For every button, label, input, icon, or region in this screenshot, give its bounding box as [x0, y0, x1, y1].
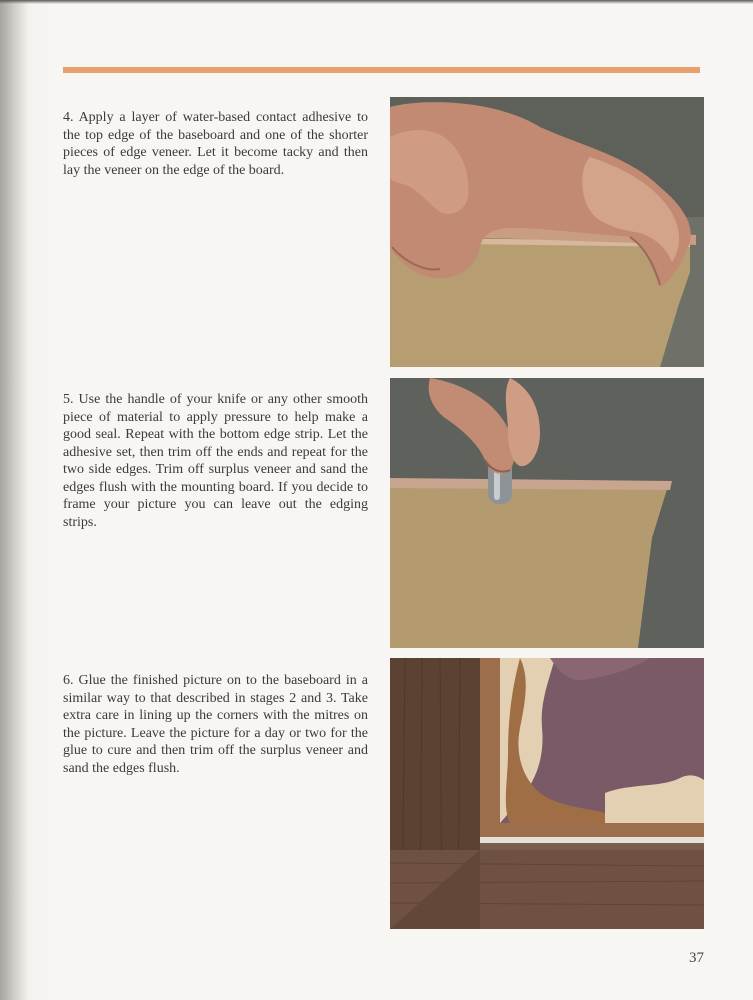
photo-knife-pressure	[390, 378, 704, 648]
page-number: 37	[689, 950, 704, 966]
header-rule	[63, 67, 700, 73]
photo-finished-corner-illustration	[390, 658, 704, 929]
photo-veneer-on-edge-illustration	[390, 97, 704, 367]
step-5-text: 5. Use the handle of your knife or any other smooth piece of material to apply pressure to help make a good seal. Repeat with the bottom edge strip. Let the adhesive set, then trim off the ends and repeat for the two side edges. Trim off surplus veneer and sand the edges flush with the mounting board. If you decide to frame your picture you can leave out the edging strips.	[63, 392, 368, 530]
gutter-shadow	[0, 0, 28, 1000]
photo-veneer-on-edge	[390, 97, 704, 367]
photo-finished-corner	[390, 658, 704, 929]
scan-top-edge	[0, 0, 753, 4]
photo-knife-pressure-illustration	[390, 378, 704, 648]
step-4-text: 4. Apply a layer of water-based contact adhesive to the top edge of the baseboard and one of the shorter pieces of edge veneer. Let it become tacky and then lay the veneer on the edge of the board.	[63, 110, 368, 178]
step-6-text: 6. Glue the finished picture on to the baseboard in a similar way to that described in stages 2 and 3. Take extra care in lining up the corners with the mitres on the picture. Leave the picture for a day or two for the glue to cure and then trim off the surplus veneer and sand the edges flush.	[63, 673, 368, 776]
